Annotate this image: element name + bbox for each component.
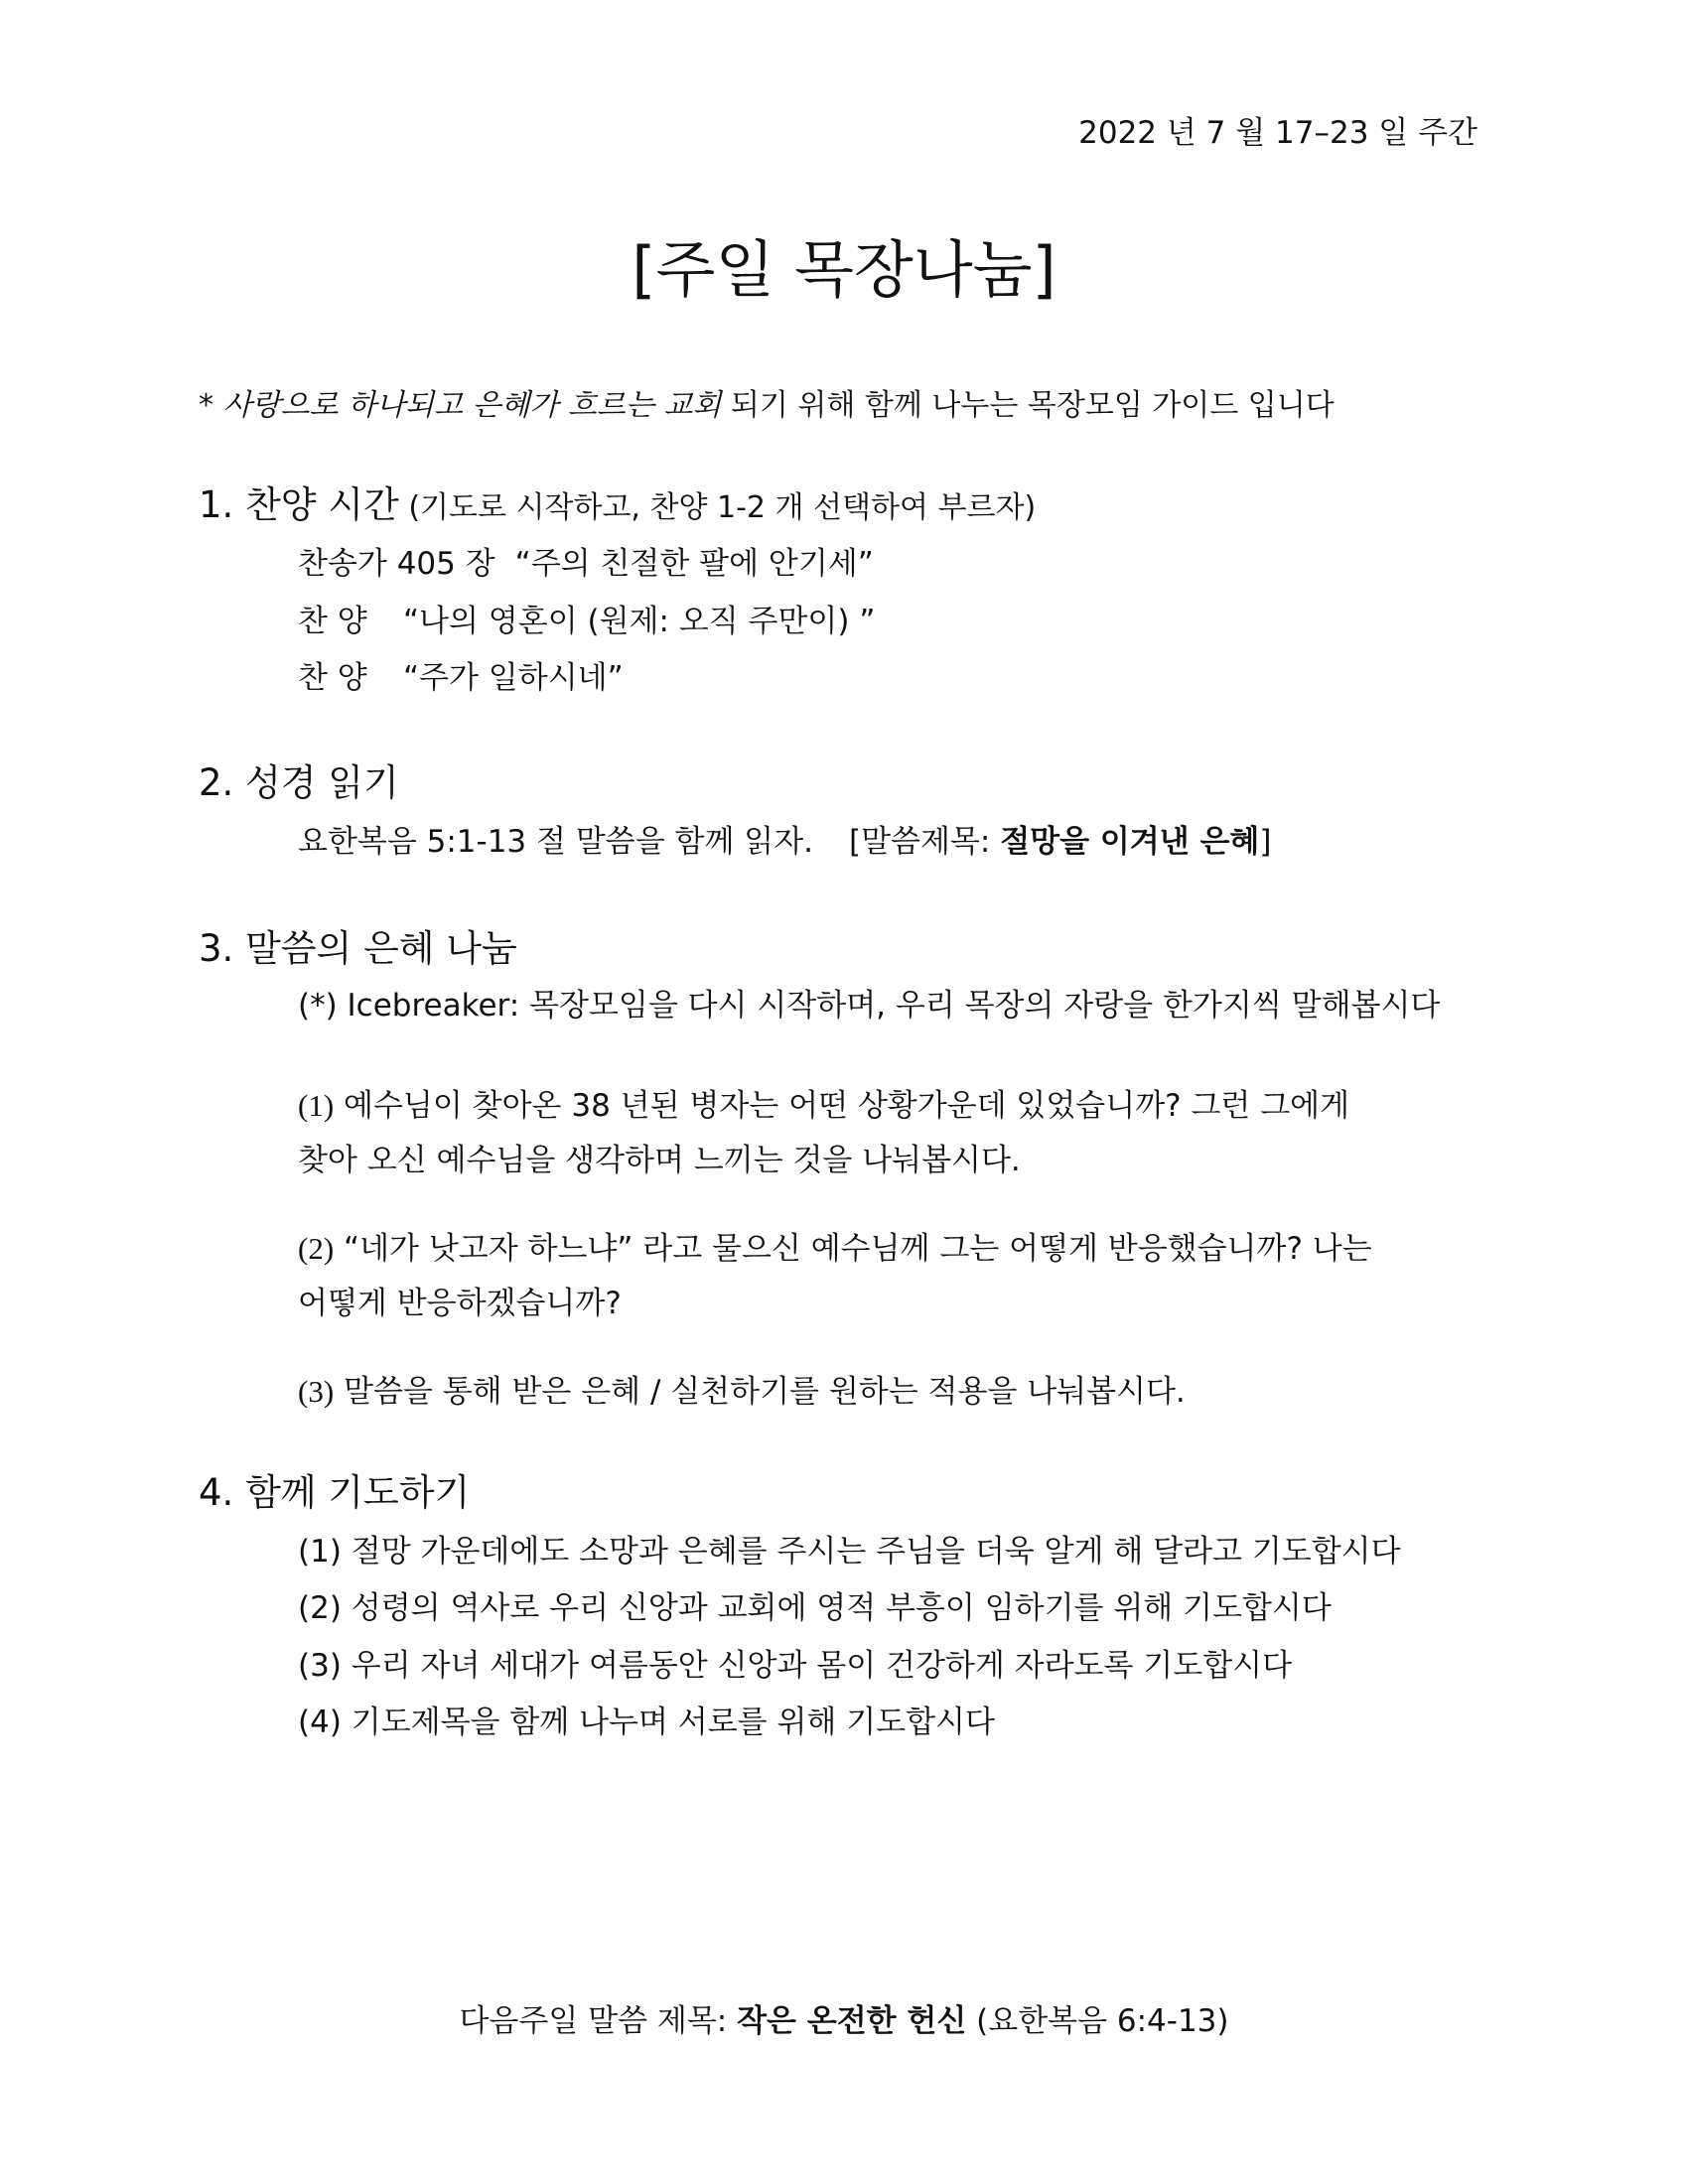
section1-note: (기도로 시작하고, 찬양 1-2 개 선택하여 부르자) [398, 490, 1037, 525]
intro-church-motto: 사랑으로 하나되고 은혜가 흐르는 교회 [222, 388, 722, 423]
intro-text [199, 380, 1335, 424]
next-sermon-prefix: 다음주일 말씀 제목: [459, 2003, 738, 2039]
next-sermon-title: 작은 온전한 헌신 [737, 2003, 967, 2039]
next-sermon-ref: (요한복음 6:4-13) [966, 2003, 1229, 2039]
hymn-kind: 찬송가 405 장 [298, 546, 495, 582]
section1-title: 1. 찬양 시간 [199, 483, 399, 526]
prayer-item: (3) 우리 자녀 세대가 여름동안 신앙과 몸이 건강하게 자라도록 기도합시다 [298, 1648, 1293, 1684]
hymn-item [298, 596, 875, 640]
question-2-text: “네가 낫고자 하느냐” 라고 물으신 예수님께 그는 어떻게 반응했습니까? 나는 [334, 1231, 1372, 1267]
hymn-item [298, 652, 624, 697]
hymn-kind: 찬 양 [298, 604, 367, 639]
section1-heading [199, 475, 1036, 528]
prayer-item: (1) 절망 가운데에도 소망과 은혜를 주시는 주님을 더욱 알게 해 달라고 기도합시다 [298, 1534, 1401, 1570]
page-title: [주일 목장나눔] [632, 233, 1056, 306]
sermon-title: 절망을 이겨낸 은혜 [1000, 824, 1260, 860]
question-3-number: (3) [298, 1374, 335, 1409]
question-2-line-2: 어떻게 반응하겠습니까? [298, 1286, 622, 1321]
prayer-item: (4) 기도제목을 함께 나누며 서로를 위해 기도합시다 [298, 1705, 995, 1740]
section4-heading: 4. 함께 기도하기 [199, 1471, 471, 1514]
question-2-number: (2) [298, 1231, 335, 1266]
icebreaker-text: (*) Icebreaker: 목장모임을 다시 시작하며, 우리 목장의 자랑을 한가지씩 말해봅시다 [298, 988, 1441, 1024]
date-label: 2022 년 7 월 17–23 일 주간 [1078, 115, 1477, 151]
hymn-title: “주의 친절한 팔에 안기세” [514, 546, 874, 582]
intro-rest: 되기 위해 함께 나누는 목장모임 가이드 입니다 [721, 388, 1335, 423]
question-1-line-1 [298, 1080, 1349, 1125]
section3-heading: 3. 말씀의 은혜 나눔 [199, 927, 517, 970]
question-1-number: (1) [298, 1088, 335, 1123]
question-1-text: 예수님이 찾아온 38 년된 병자는 어떤 상황가운데 있었습니까? 그런 그에게 [334, 1088, 1350, 1124]
question-3-text: 말씀을 통해 받은 은혜 / 실천하기를 원하는 적용을 나눠봅시다. [334, 1374, 1186, 1410]
question-3-line-1 [298, 1366, 1186, 1411]
reading-text: 요한복음 5:1-13 절 말씀을 함께 읽자. [298, 824, 813, 860]
next-sermon [0, 1995, 1688, 2040]
sermon-suffix: ] [1259, 824, 1272, 860]
question-2-line-1 [298, 1223, 1372, 1268]
question-1-line-2: 찾아 오신 예수님을 생각하며 느끼는 것을 나눠봅시다. [298, 1143, 1021, 1178]
hymn-title: “주가 일하시네” [403, 660, 624, 696]
hymn-kind: 찬 양 [298, 660, 367, 696]
section2-heading: 2. 성경 읽기 [199, 761, 399, 804]
bible-reading [298, 816, 1271, 861]
prayer-item: (2) 성령의 역사로 우리 신앙과 교회에 영적 부흥이 임하기를 위해 기도합시다 [298, 1590, 1332, 1626]
sermon-prefix: [말씀제목: [849, 824, 1001, 860]
hymn-title: “나의 영혼이 (원제: 오직 주만이) ” [403, 604, 876, 639]
hymn-item [298, 538, 874, 583]
intro-prefix: * [199, 388, 223, 423]
